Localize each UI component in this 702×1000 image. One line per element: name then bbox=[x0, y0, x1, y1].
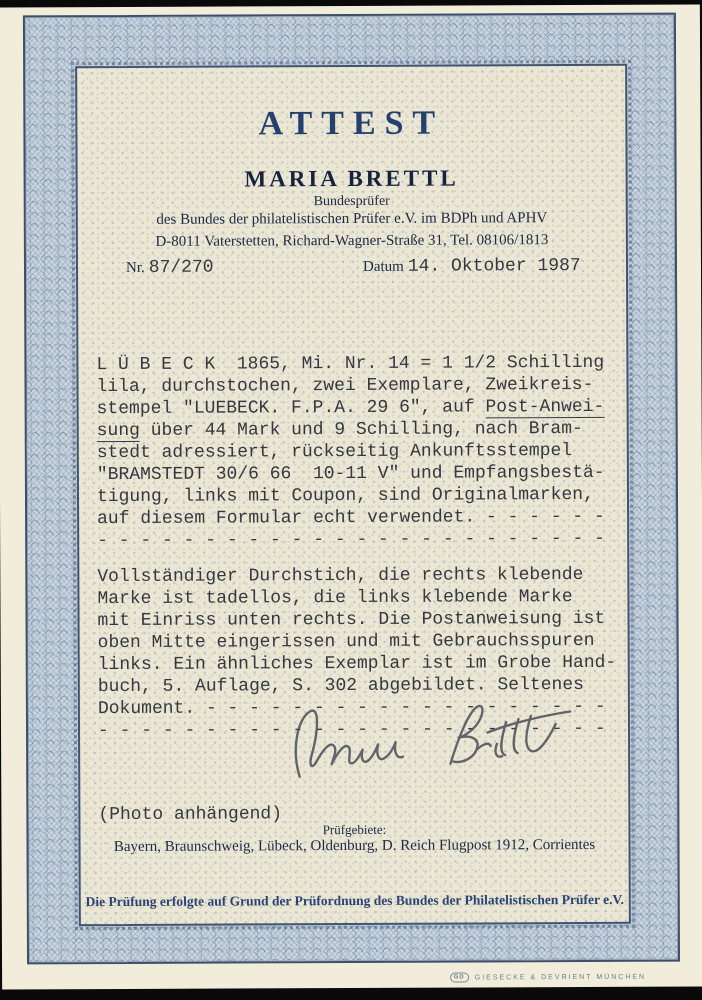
typed-segment: buch, 5. Auflage, S. 302 abgebildet. Seltenes bbox=[97, 674, 584, 698]
typed-segment: stedt adressiert, rückseitig Ankunftsstempel bbox=[96, 441, 573, 464]
number-label: Nr. bbox=[125, 259, 145, 276]
typed-line bbox=[97, 440, 605, 464]
typed-segment: auf diesem Formular echt verwendet. - - - - - - bbox=[97, 506, 605, 530]
date-label: Datum bbox=[362, 258, 404, 275]
certificate-number bbox=[126, 258, 214, 278]
typed-line bbox=[97, 418, 605, 442]
typed-segment: Vollständiger Durchstich, die rechts klebende bbox=[97, 564, 584, 588]
typed-line bbox=[97, 396, 605, 420]
gd-logo-icon: GD bbox=[450, 972, 469, 982]
typed-line bbox=[96, 374, 604, 398]
typed-segment: - - - - - - - - - - - - - - - - - - - - - - - - bbox=[97, 528, 605, 552]
examiner-organization: des Bundes der philatelistischen Prüfer e.V. im BDPh und APHV bbox=[156, 210, 548, 228]
footer-disclaimer: Die Prüfung erfolgte auf Grund der Prüfordnung des Bundes der Philatelistischen Prüfer e.V. bbox=[85, 891, 624, 910]
typed-line bbox=[98, 630, 617, 654]
inner-panel bbox=[75, 64, 631, 926]
typed-segment: Marke ist tadellos, die links klebende Marke bbox=[97, 587, 573, 610]
typed-segment: - - - - - - - - - - - - - - - - - - - - - - - - bbox=[97, 718, 606, 742]
examiner-role: Bundesprüfer bbox=[313, 193, 390, 210]
date-value: 14. Oktober 1987 bbox=[407, 255, 581, 277]
typed-segment: Dokument. - - - - - - - - - - - - - - - - - - - bbox=[97, 696, 606, 720]
photo-note: (Photo anhängend) bbox=[98, 804, 283, 826]
examiner-name: MARIA BRETTL bbox=[244, 165, 459, 192]
typed-segment: links. Ein ähnliches Exemplar ist im Grobe Hand- bbox=[97, 652, 617, 676]
typed-line bbox=[97, 586, 616, 610]
typed-segment: stempel "LUEBECK. F.P.A. 29 6", auf bbox=[96, 397, 486, 420]
typed-line bbox=[97, 484, 605, 508]
typed-segment-underlined: Post-Anwei- bbox=[485, 396, 605, 418]
typed-segment: mit Einriss unten rechts. Die Postanweisung ist bbox=[97, 608, 606, 632]
certificate-title: ATTEST bbox=[258, 104, 445, 143]
typed-segment: L Ü B E C K 1865, Mi. Nr. 14 = 1 1/2 Schilling bbox=[96, 352, 605, 376]
pruefgebiete-label: Prüfgebiete: bbox=[322, 821, 387, 838]
typed-segment: "BRAMSTEDT 30/6 66 10-11 V" und Empfangsbestä- bbox=[96, 462, 605, 486]
typed-line bbox=[98, 652, 617, 676]
typed-line bbox=[97, 528, 605, 552]
certificate bbox=[0, 4, 702, 989]
typed-segment: tigung, links mit Coupon, sind Originalmarken, bbox=[96, 484, 594, 508]
certificate-date bbox=[363, 256, 581, 277]
typed-segment: lila, durchstochen, zwei Exemplare, Zweikreis- bbox=[96, 374, 594, 398]
typed-line bbox=[97, 564, 616, 588]
typed-segment: oben Mitte eingerissen und mit Gebrauchsspuren bbox=[97, 630, 595, 654]
examiner-address: D-8011 Vaterstetten, Richard-Wagner-Straße 31, Tel. 08106/1813 bbox=[155, 232, 549, 250]
typed-line bbox=[97, 608, 616, 632]
typed-line bbox=[96, 352, 604, 376]
description-paragraph-1 bbox=[96, 352, 605, 552]
signature bbox=[285, 694, 595, 795]
signature-strokes bbox=[285, 694, 595, 795]
pruefgebiete-areas: Bayern, Braunschweig, Lübeck, Oldenburg, D. Reich Flugpost 1912, Corrientes bbox=[113, 836, 596, 856]
printer-imprint bbox=[450, 972, 646, 983]
typed-segment-underlined: sung bbox=[96, 420, 140, 442]
typed-line bbox=[97, 462, 605, 486]
typed-line bbox=[97, 506, 605, 530]
printer-imprint-text: GIESECKE & DEVRIENT MÜNCHEN bbox=[474, 973, 647, 981]
number-value: 87/270 bbox=[148, 257, 214, 278]
typed-segment: über 44 Mark und 9 Schilling, nach Bram- bbox=[139, 418, 583, 441]
